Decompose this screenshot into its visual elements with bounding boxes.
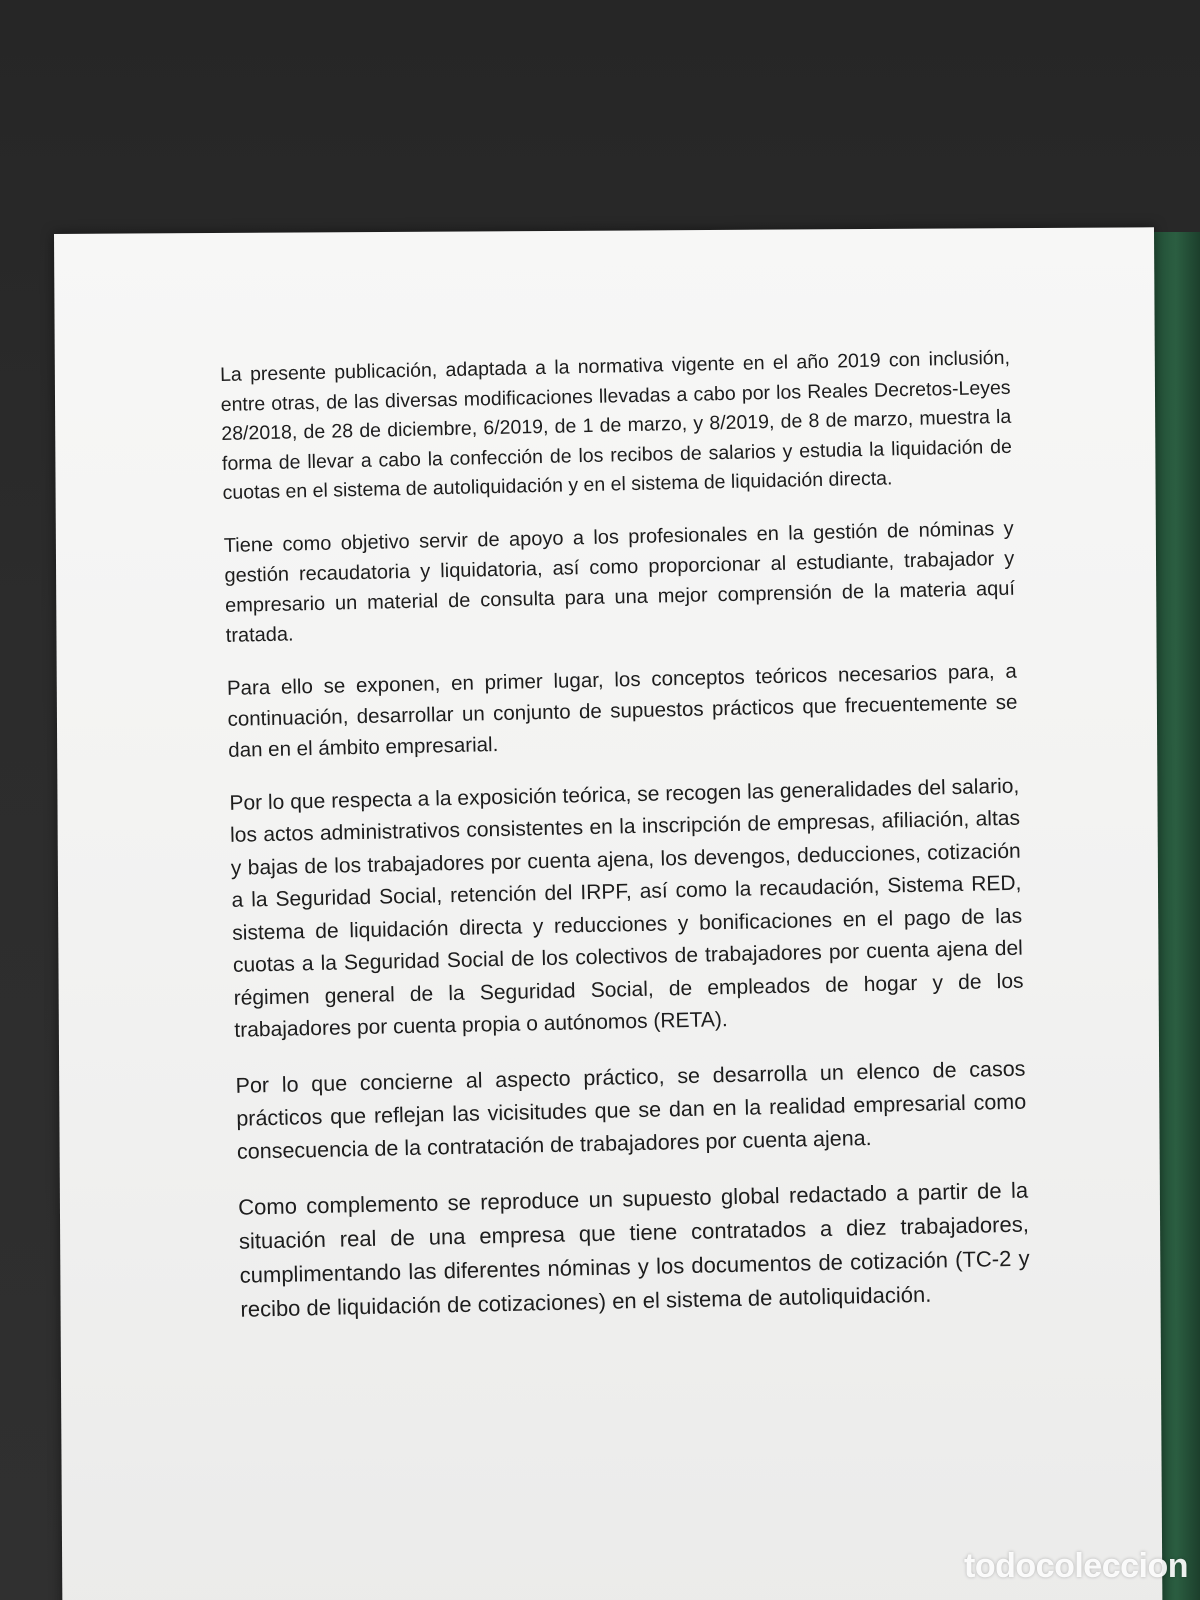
paper-page <box>54 227 1163 1600</box>
paragraph: La presente publicación, adaptada a la normativa vigente en el año 2019 con inclusión, entre otras, de las diversas modificaciones llevadas a cabo por los Reales Decretos-Leyes 28/2018, de 28 de diciembre, 6/2019, de 1 de marzo, y 8/2019, de 8 de marzo, muestra la forma de llevar a cabo la confección de los recibos de salarios y estudia la liquidación de cuotas en el sistema de autoliquidación y en el sistema de liquidación directa. <box>219 346 1013 504</box>
paragraph: Tiene como objetivo servir de apoyo a los profesionales en la gestión de nóminas y gestión recaudatoria y liquidatoria, así como proporcionar al estudiante, trabajador y empresario un material de consulta para una mejor comprensión de la materia aquí tratada. <box>223 517 1016 647</box>
paragraph: Para ello se exponen, en primer lugar, los conceptos teóricos necesarios para, a continuación, desarrollar un conjunto de supuestos prácticos que frecuentemente se dan en el ámbito empresarial. <box>226 659 1018 762</box>
watermark-logo: todocoleccion <box>964 1547 1188 1585</box>
paragraph: Por lo que concierne al aspecto práctico, se desarrolla un elenco de casos prácticos que reflejan las vicisitudes que se dan en la realidad empresarial como consecuencia de la contratación de trabajadores por cuenta ajena. <box>235 1056 1027 1164</box>
paragraph: Como complemento se reproduce un supuesto global redactado a partir de la situación real de una empresa que tiene contratados a diez trabajadores, cumplimentando las diferentes nóminas y los documentos de cotización (TC-2 y recibo de liquidación de cotizaciones) en el sistema de autoliquidación. <box>237 1177 1030 1322</box>
back-cover-text <box>220 344 1031 1348</box>
paragraph: Por lo que respecta a la exposición teórica, se recogen las generalidades del salario, los actos administrativos consistentes en la inscripción de empresas, afiliación, altas y bajas de los trabajadores por cuenta ajena, los devengos, deducciones, cotización a la Seguridad Social, retención del IRPF, así como la recaudación, Sistema RED, sistema de liquidación directa y reducciones y bonificaciones en el pago de las cuotas a la Seguridad Social de los colectivos de trabajadores por cuenta ajena del régimen general de la Seguridad Social, de empleados de hogar y de los trabajadores por cuenta propia o autónomos (RETA). <box>229 774 1024 1042</box>
